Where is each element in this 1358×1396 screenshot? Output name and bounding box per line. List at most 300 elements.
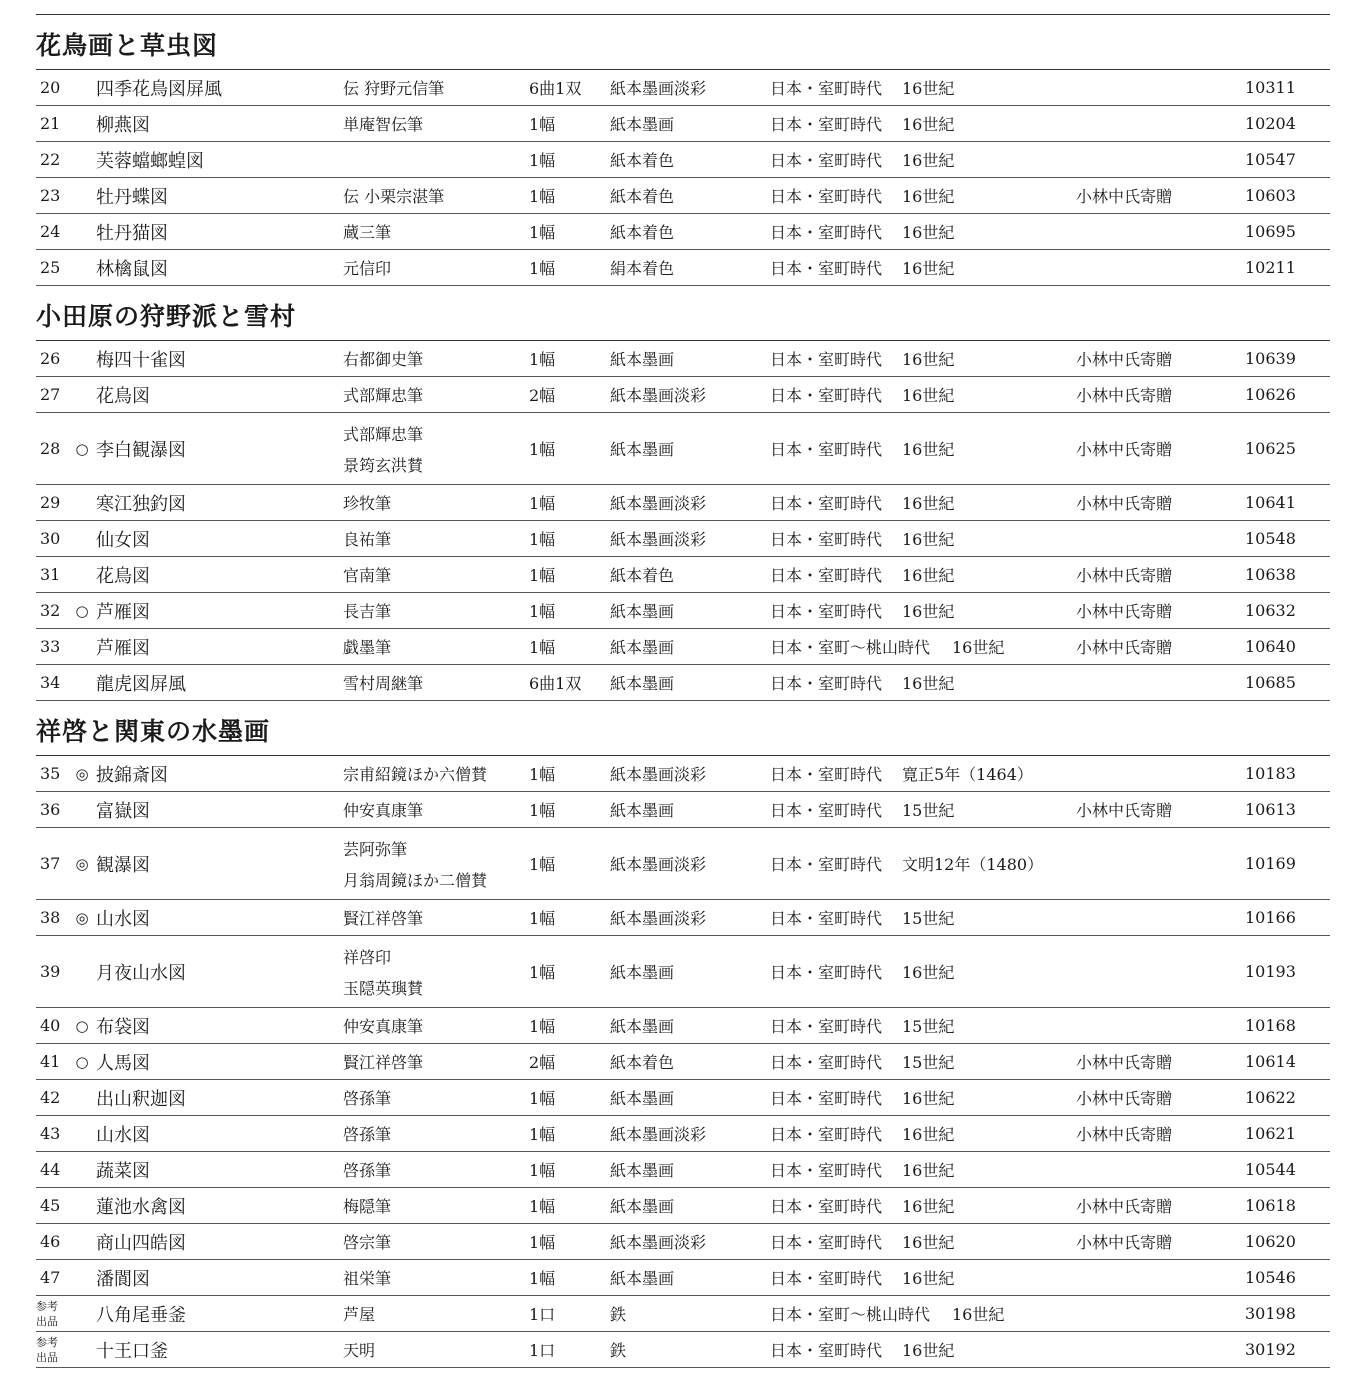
item-era: 日本・室町時代 <box>770 602 883 621</box>
section-rows <box>36 341 1330 701</box>
item-inventory-number: 10622 <box>1245 1088 1296 1107</box>
item-artist <box>343 250 391 285</box>
item-medium: 紙本墨画 <box>610 1017 675 1036</box>
item-title: 山水図 <box>96 1124 150 1146</box>
item-number: 22 <box>40 150 61 169</box>
table-row <box>36 341 1330 377</box>
item-medium: 紙本墨画 <box>610 440 675 459</box>
item-medium: 紙本墨画淡彩 <box>610 79 707 98</box>
item-donor: 小林中氏寄贈 <box>1076 440 1173 459</box>
item-era: 日本・室町時代 <box>770 1053 883 1072</box>
item-inventory-number: 10168 <box>1245 1016 1296 1035</box>
table-row <box>36 1008 1330 1044</box>
item-inventory-number: 10613 <box>1245 800 1296 819</box>
artist-line: 賢江祥啓筆 <box>343 1053 424 1072</box>
artist-line: 蔵三筆 <box>343 223 392 242</box>
item-date: 16世紀 <box>902 187 955 206</box>
table-row <box>36 629 1330 665</box>
designation-mark <box>70 1080 94 1115</box>
artist-line: 景筠玄洪賛 <box>343 455 424 475</box>
item-medium: 絹本着色 <box>610 259 675 278</box>
item-number: 41 <box>40 1052 61 1071</box>
item-inventory-number: 10685 <box>1245 673 1296 692</box>
reference-exhibit-label <box>36 1296 70 1331</box>
item-medium: 紙本墨画淡彩 <box>610 855 707 874</box>
item-era: 日本・室町時代 <box>770 674 883 693</box>
item-quantity: 1幅 <box>529 1269 556 1288</box>
item-donor: 小林中氏寄贈 <box>1076 350 1173 369</box>
designation-mark <box>70 936 94 1007</box>
item-donor: 小林中氏寄贈 <box>1076 187 1173 206</box>
item-inventory-number: 10548 <box>1245 529 1296 548</box>
item-date: 16世紀 <box>902 79 955 98</box>
item-quantity: 1口 <box>529 1305 556 1324</box>
item-date: 15世紀 <box>902 801 955 820</box>
item-date: 16世紀 <box>902 1125 955 1144</box>
catalog-section <box>36 286 1330 701</box>
item-artist <box>343 1224 391 1259</box>
item-inventory-number: 10626 <box>1245 385 1296 404</box>
item-quantity: 1幅 <box>529 115 556 134</box>
item-artist <box>343 1116 391 1151</box>
item-quantity: 1幅 <box>529 1125 556 1144</box>
designation-mark: ◎ <box>75 854 89 873</box>
designation-mark <box>70 106 94 141</box>
item-medium: 紙本墨画淡彩 <box>610 386 707 405</box>
artist-line: 梅隠筆 <box>343 1197 392 1216</box>
item-artist <box>343 1044 423 1079</box>
item-artist <box>343 377 423 412</box>
table-row <box>36 70 1330 106</box>
item-number: 46 <box>40 1232 61 1251</box>
designation-mark <box>70 1332 94 1367</box>
item-inventory-number: 10638 <box>1245 565 1296 584</box>
item-inventory-number: 10618 <box>1245 1196 1296 1215</box>
designation-mark <box>70 341 94 376</box>
designation-mark <box>70 142 94 177</box>
item-number: 42 <box>40 1088 61 1107</box>
item-number: 25 <box>40 258 61 277</box>
item-title: 布袋図 <box>96 1016 150 1038</box>
item-artist <box>343 756 487 791</box>
item-donor: 小林中氏寄贈 <box>1076 494 1173 513</box>
designation-mark <box>70 557 94 592</box>
item-number: 34 <box>40 673 61 692</box>
designation-mark <box>70 1188 94 1223</box>
item-title: 十王口釜 <box>96 1340 168 1362</box>
item-quantity: 1幅 <box>529 765 556 784</box>
item-number: 23 <box>40 186 61 205</box>
item-quantity: 1幅 <box>529 801 556 820</box>
item-number: 45 <box>40 1196 61 1215</box>
table-row <box>36 250 1330 286</box>
item-medium: 紙本墨画 <box>610 963 675 982</box>
item-quantity: 1幅 <box>529 1089 556 1108</box>
item-date: 16世紀 <box>902 1341 955 1360</box>
item-quantity: 1幅 <box>529 259 556 278</box>
item-artist <box>343 593 391 628</box>
catalog-section <box>36 15 1330 286</box>
item-quantity: 1口 <box>529 1341 556 1360</box>
item-medium: 紙本墨画 <box>610 1161 675 1180</box>
item-inventory-number: 10547 <box>1245 150 1296 169</box>
item-quantity: 1幅 <box>529 638 556 657</box>
artist-line: 単庵智伝筆 <box>343 115 424 134</box>
item-medium: 紙本墨画 <box>610 115 675 134</box>
item-era: 日本・室町時代 <box>770 963 883 982</box>
item-title: 八角尾垂釜 <box>96 1304 186 1326</box>
item-era: 日本・室町時代 <box>770 187 883 206</box>
item-quantity: 2幅 <box>529 1053 556 1072</box>
item-date: 16世紀 <box>902 259 955 278</box>
reference-exhibit-label <box>36 1332 70 1367</box>
item-artist <box>343 557 391 592</box>
artist-line: 元信印 <box>343 259 392 278</box>
item-medium: 紙本墨画淡彩 <box>610 909 707 928</box>
item-quantity: 1幅 <box>529 151 556 170</box>
item-inventory-number: 10169 <box>1245 854 1296 873</box>
artist-line: 伝 狩野元信筆 <box>343 79 445 98</box>
item-medium: 紙本墨画淡彩 <box>610 530 707 549</box>
table-row <box>36 1296 1330 1332</box>
table-row <box>36 178 1330 214</box>
item-era: 日本・室町時代 <box>770 1233 883 1252</box>
item-inventory-number: 10166 <box>1245 908 1296 927</box>
item-number: 29 <box>40 493 61 512</box>
item-era: 日本・室町時代 <box>770 566 883 585</box>
item-title: 柳燕図 <box>96 114 150 136</box>
item-medium: 紙本墨画 <box>610 350 675 369</box>
item-title: 仙女図 <box>96 529 150 551</box>
item-number: 30 <box>40 529 61 548</box>
item-number: 31 <box>40 565 61 584</box>
item-era: 日本・室町時代 <box>770 151 883 170</box>
artist-line: 伝 小栗宗湛筆 <box>343 187 445 206</box>
item-artist <box>343 341 423 376</box>
item-number: 36 <box>40 800 61 819</box>
designation-mark <box>70 214 94 249</box>
artist-line: 式部輝忠筆 <box>343 424 424 444</box>
item-date: 16世紀 <box>902 674 955 693</box>
section-title: 祥啓と関東の水墨画 <box>36 701 1330 756</box>
item-date: 16世紀 <box>902 1269 955 1288</box>
artist-line: 啓宗筆 <box>343 1233 392 1252</box>
item-artist <box>343 1188 391 1223</box>
reference-label-line: 出品 <box>36 1314 58 1328</box>
item-artist <box>343 485 391 520</box>
item-inventory-number: 30192 <box>1245 1340 1296 1359</box>
artist-line: 雪村周継筆 <box>343 674 424 693</box>
artist-line: 月翁周鏡ほか二僧賛 <box>343 870 488 890</box>
item-quantity: 1幅 <box>529 494 556 513</box>
item-era: 日本・室町時代 <box>770 223 883 242</box>
item-era: 日本・室町時代 <box>770 350 883 369</box>
item-title: 蓮池水禽図 <box>96 1196 186 1218</box>
designation-mark <box>70 70 94 105</box>
table-row <box>36 557 1330 593</box>
table-row <box>36 1260 1330 1296</box>
artist-line: 祖栄筆 <box>343 1269 392 1288</box>
item-date: 16世紀 <box>902 1089 955 1108</box>
designation-mark <box>70 178 94 213</box>
item-inventory-number: 10311 <box>1245 78 1296 97</box>
artist-line: 良祐筆 <box>343 530 392 549</box>
item-title: 四季花鳥図屏風 <box>96 78 222 100</box>
table-row <box>36 377 1330 413</box>
artist-line: 式部輝忠筆 <box>343 386 424 405</box>
artist-line: 仲安真康筆 <box>343 1017 424 1036</box>
item-donor: 小林中氏寄贈 <box>1076 1053 1173 1072</box>
item-quantity: 1幅 <box>529 187 556 206</box>
item-artist <box>343 1260 391 1295</box>
item-inventory-number: 10211 <box>1245 258 1296 277</box>
designation-mark <box>70 250 94 285</box>
item-inventory-number: 10632 <box>1245 601 1296 620</box>
artist-line: 啓孫筆 <box>343 1125 392 1144</box>
item-quantity: 1幅 <box>529 855 556 874</box>
table-row <box>36 665 1330 701</box>
item-quantity: 1幅 <box>529 1197 556 1216</box>
designation-mark <box>70 485 94 520</box>
table-row <box>36 1044 1330 1080</box>
item-title: 芦雁図 <box>96 637 150 659</box>
item-title: 芙蓉蟷螂蝗図 <box>96 150 204 172</box>
item-era: 日本・室町時代 <box>770 494 883 513</box>
item-date: 15世紀 <box>902 1017 955 1036</box>
item-medium: 紙本墨画淡彩 <box>610 1125 707 1144</box>
section-rows <box>36 70 1330 286</box>
item-donor: 小林中氏寄贈 <box>1076 1089 1173 1108</box>
table-row <box>36 936 1330 1008</box>
item-inventory-number: 10546 <box>1245 1268 1296 1287</box>
item-inventory-number: 30198 <box>1245 1304 1296 1323</box>
item-number: 20 <box>40 78 61 97</box>
designation-mark <box>70 1152 94 1187</box>
table-row <box>36 521 1330 557</box>
item-artist <box>343 792 423 827</box>
item-inventory-number: 10620 <box>1245 1232 1296 1251</box>
designation-mark <box>70 1224 94 1259</box>
item-era: 日本・室町時代 <box>770 386 883 405</box>
item-medium: 紙本墨画 <box>610 1197 675 1216</box>
item-quantity: 1幅 <box>529 1017 556 1036</box>
item-artist <box>343 1008 423 1043</box>
item-title: 牡丹蝶図 <box>96 186 168 208</box>
table-row <box>36 413 1330 485</box>
artist-line: 芦屋 <box>343 1305 376 1324</box>
reference-label-line: 出品 <box>36 1350 58 1364</box>
item-era: 日本・室町時代 <box>770 115 883 134</box>
designation-mark <box>70 521 94 556</box>
item-era: 日本・室町～桃山時代 <box>770 1305 931 1324</box>
designation-mark: ◎ <box>75 764 89 783</box>
item-medium: 紙本墨画淡彩 <box>610 765 707 784</box>
item-era: 日本・室町時代 <box>770 1161 883 1180</box>
artist-line: 宗甫紹鏡ほか六僧賛 <box>343 765 488 784</box>
item-donor: 小林中氏寄贈 <box>1076 386 1173 405</box>
item-inventory-number: 10621 <box>1245 1124 1296 1143</box>
item-title: 花鳥図 <box>96 565 150 587</box>
item-date: 16世紀 <box>902 151 955 170</box>
item-quantity: 1幅 <box>529 963 556 982</box>
item-era: 日本・室町時代 <box>770 440 883 459</box>
item-date: 16世紀 <box>902 1233 955 1252</box>
item-quantity: 1幅 <box>529 1161 556 1180</box>
item-number: 21 <box>40 114 61 133</box>
item-artist <box>343 214 391 249</box>
designation-mark: ○ <box>75 1052 89 1071</box>
item-number: 27 <box>40 385 61 404</box>
item-era: 日本・室町時代 <box>770 259 883 278</box>
item-title: 蔬菜図 <box>96 1160 150 1182</box>
item-number: 43 <box>40 1124 61 1143</box>
item-date: 寛正5年（1464） <box>902 765 1033 784</box>
table-row <box>36 1080 1330 1116</box>
reference-label-line: 参考 <box>36 1335 58 1349</box>
item-title: 梅四十雀図 <box>96 349 186 371</box>
item-inventory-number: 10695 <box>1245 222 1296 241</box>
item-donor: 小林中氏寄贈 <box>1076 638 1173 657</box>
artist-line: 啓孫筆 <box>343 1161 392 1180</box>
item-quantity: 6曲1双 <box>529 674 582 693</box>
designation-mark: ◎ <box>75 908 89 927</box>
item-date: 16世紀 <box>902 350 955 369</box>
item-number: 28 <box>40 439 61 458</box>
item-inventory-number: 10641 <box>1245 493 1296 512</box>
designation-mark: ○ <box>75 1016 89 1035</box>
item-era: 日本・室町時代 <box>770 1017 883 1036</box>
item-quantity: 6曲1双 <box>529 79 582 98</box>
item-artist <box>343 106 423 141</box>
item-quantity: 1幅 <box>529 566 556 585</box>
item-artist <box>343 1152 391 1187</box>
item-date: 16世紀 <box>902 494 955 513</box>
designation-mark <box>70 629 94 664</box>
item-donor: 小林中氏寄贈 <box>1076 1197 1173 1216</box>
item-era: 日本・室町～桃山時代 <box>770 638 931 657</box>
item-medium: 紙本墨画 <box>610 602 675 621</box>
item-era: 日本・室町時代 <box>770 1089 883 1108</box>
item-artist <box>343 629 391 664</box>
item-era: 日本・室町時代 <box>770 1341 883 1360</box>
table-row <box>36 1188 1330 1224</box>
item-number: 47 <box>40 1268 61 1287</box>
table-row <box>36 1224 1330 1260</box>
item-quantity: 1幅 <box>529 909 556 928</box>
item-medium: 鉄 <box>610 1341 627 1360</box>
catalog-page <box>36 14 1330 1368</box>
artist-line: 玉隠英璵賛 <box>343 978 424 998</box>
item-quantity: 2幅 <box>529 386 556 405</box>
designation-mark <box>70 1116 94 1151</box>
item-inventory-number: 10639 <box>1245 349 1296 368</box>
item-medium: 紙本着色 <box>610 566 675 585</box>
table-row <box>36 593 1330 629</box>
designation-mark: ○ <box>75 439 89 458</box>
item-number: 26 <box>40 349 61 368</box>
artist-line: 天明 <box>343 1341 376 1360</box>
item-number: 38 <box>40 908 61 927</box>
item-date: 16世紀 <box>902 566 955 585</box>
section-title: 小田原の狩野派と雪村 <box>36 286 1330 341</box>
item-date: 16世紀 <box>952 638 1005 657</box>
item-medium: 紙本着色 <box>610 1053 675 1072</box>
item-medium: 紙本墨画 <box>610 638 675 657</box>
item-inventory-number: 10544 <box>1245 1160 1296 1179</box>
item-donor: 小林中氏寄贈 <box>1076 602 1173 621</box>
item-donor: 小林中氏寄贈 <box>1076 801 1173 820</box>
item-date: 16世紀 <box>902 440 955 459</box>
item-title: 寒江独釣図 <box>96 493 186 515</box>
item-artist <box>343 413 423 484</box>
item-title: 潘閬図 <box>96 1268 150 1290</box>
item-date: 16世紀 <box>952 1305 1005 1324</box>
item-medium: 紙本墨画 <box>610 674 675 693</box>
item-number: 32 <box>40 601 61 620</box>
item-artist <box>343 521 391 556</box>
table-row <box>36 1152 1330 1188</box>
item-inventory-number: 10625 <box>1245 439 1296 458</box>
item-medium: 紙本着色 <box>610 151 675 170</box>
item-era: 日本・室町時代 <box>770 79 883 98</box>
item-medium: 鉄 <box>610 1305 627 1324</box>
item-era: 日本・室町時代 <box>770 530 883 549</box>
item-date: 16世紀 <box>902 602 955 621</box>
item-quantity: 1幅 <box>529 440 556 459</box>
item-inventory-number: 10614 <box>1245 1052 1296 1071</box>
artist-line: 右都御史筆 <box>343 350 424 369</box>
artist-line: 長吉筆 <box>343 602 392 621</box>
item-title: 観瀑図 <box>96 854 150 876</box>
item-title: 李白観瀑図 <box>96 439 186 461</box>
item-quantity: 1幅 <box>529 1233 556 1252</box>
table-row <box>36 900 1330 936</box>
artist-line: 賢江祥啓筆 <box>343 909 424 928</box>
item-era: 日本・室町時代 <box>770 1269 883 1288</box>
item-quantity: 1幅 <box>529 602 556 621</box>
item-date: 16世紀 <box>902 1197 955 1216</box>
table-row <box>36 828 1330 900</box>
item-artist <box>343 178 444 213</box>
designation-mark <box>70 665 94 700</box>
item-number: 40 <box>40 1016 61 1035</box>
item-title: 披錦斎図 <box>96 764 168 786</box>
section-rows <box>36 756 1330 1368</box>
item-era: 日本・室町時代 <box>770 909 883 928</box>
item-medium: 紙本墨画淡彩 <box>610 494 707 513</box>
item-date: 16世紀 <box>902 530 955 549</box>
artist-line: 珍牧筆 <box>343 494 392 513</box>
table-row <box>36 1332 1330 1368</box>
item-artist <box>343 1080 391 1115</box>
item-number: 37 <box>40 854 61 873</box>
table-row <box>36 142 1330 178</box>
table-row <box>36 1116 1330 1152</box>
designation-mark <box>70 1296 94 1331</box>
table-row <box>36 485 1330 521</box>
item-date: 16世紀 <box>902 386 955 405</box>
item-artist <box>343 1332 375 1367</box>
item-number: 35 <box>40 764 61 783</box>
section-title: 花鳥画と草虫図 <box>36 15 1330 70</box>
item-medium: 紙本墨画 <box>610 801 675 820</box>
item-title: 龍虎図屏風 <box>96 673 186 695</box>
item-date: 16世紀 <box>902 223 955 242</box>
item-quantity: 1幅 <box>529 350 556 369</box>
item-inventory-number: 10204 <box>1245 114 1296 133</box>
item-title: 花鳥図 <box>96 385 150 407</box>
artist-line: 祥啓印 <box>343 947 392 967</box>
